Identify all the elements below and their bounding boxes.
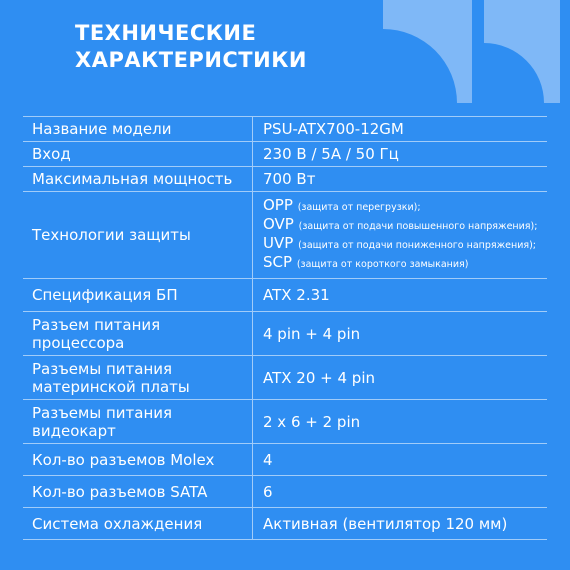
protection-code: SCP bbox=[263, 253, 293, 271]
spec-label-line: Разъем питания bbox=[32, 315, 161, 334]
spec-label-line: видеокарт bbox=[32, 421, 116, 440]
spec-label: Кол-во разъемов Molex bbox=[23, 444, 253, 476]
spec-row-cooling bbox=[23, 508, 547, 540]
protection-item bbox=[263, 197, 547, 216]
spec-label: Спецификация БП bbox=[23, 279, 253, 312]
spec-value-protection-list bbox=[253, 192, 548, 279]
spec-row-protection bbox=[23, 192, 547, 279]
spec-row-sata bbox=[23, 476, 547, 508]
spec-label bbox=[23, 400, 253, 444]
spec-row-gpu-connector bbox=[23, 400, 547, 444]
spec-row-psu-spec bbox=[23, 279, 547, 312]
spec-value: ATX 2.31 bbox=[253, 279, 548, 312]
spec-value: 6 bbox=[253, 476, 548, 508]
page-title bbox=[75, 20, 307, 74]
spec-label-line: материнской платы bbox=[32, 377, 190, 396]
spec-value: 4 pin + 4 pin bbox=[253, 312, 548, 356]
spec-value: PSU-ATX700-12GM bbox=[253, 117, 548, 142]
protection-code: OVP bbox=[263, 215, 294, 233]
quote-mark-right-shape bbox=[484, 0, 560, 103]
protection-item bbox=[263, 254, 547, 273]
spec-label bbox=[23, 356, 253, 400]
protection-note: (защита от подачи пониженного напряжения); bbox=[298, 240, 537, 251]
spec-label: Максимальная мощность bbox=[23, 167, 253, 192]
protection-note: (защита от подачи повышенного напряжения); bbox=[298, 221, 538, 232]
spec-value: 2 x 6 + 2 pin bbox=[253, 400, 548, 444]
spec-row-power bbox=[23, 167, 547, 192]
spec-label-line: Разъемы питания bbox=[32, 403, 173, 422]
spec-row-cpu-connector bbox=[23, 312, 547, 356]
spec-row-input bbox=[23, 142, 547, 167]
spec-value: Активная (вентилятор 120 мм) bbox=[253, 508, 548, 540]
spec-value: ATX 20 + 4 pin bbox=[253, 356, 548, 400]
protection-code: OPP bbox=[263, 196, 293, 214]
protection-note: (защита от перегрузки); bbox=[297, 202, 421, 213]
spec-value: 4 bbox=[253, 444, 548, 476]
spec-row-model bbox=[23, 117, 547, 142]
spec-value: 230 В / 5А / 50 Гц bbox=[253, 142, 548, 167]
title-line-1: ТЕХНИЧЕСКИЕ bbox=[75, 21, 257, 45]
protection-item bbox=[263, 216, 547, 235]
spec-label bbox=[23, 312, 253, 356]
spec-label-line: процессора bbox=[32, 333, 125, 352]
spec-label: Название модели bbox=[23, 117, 253, 142]
specs-table bbox=[23, 116, 547, 540]
spec-row-mb-connector bbox=[23, 356, 547, 400]
spec-row-molex bbox=[23, 444, 547, 476]
spec-label: Кол-во разъемов SATA bbox=[23, 476, 253, 508]
protection-code: UVP bbox=[263, 234, 294, 252]
protection-note: (защита от короткого замыкания) bbox=[296, 259, 469, 270]
protection-item bbox=[263, 235, 547, 254]
spec-label-line: Разъемы питания bbox=[32, 359, 173, 378]
quote-mark-left-shape bbox=[383, 0, 472, 103]
spec-label: Технологии защиты bbox=[23, 192, 253, 279]
title-line-2: ХАРАКТЕРИСТИКИ bbox=[75, 48, 307, 72]
spec-label: Система охлаждения bbox=[23, 508, 253, 540]
spec-value: 700 Вт bbox=[253, 167, 548, 192]
spec-label: Вход bbox=[23, 142, 253, 167]
